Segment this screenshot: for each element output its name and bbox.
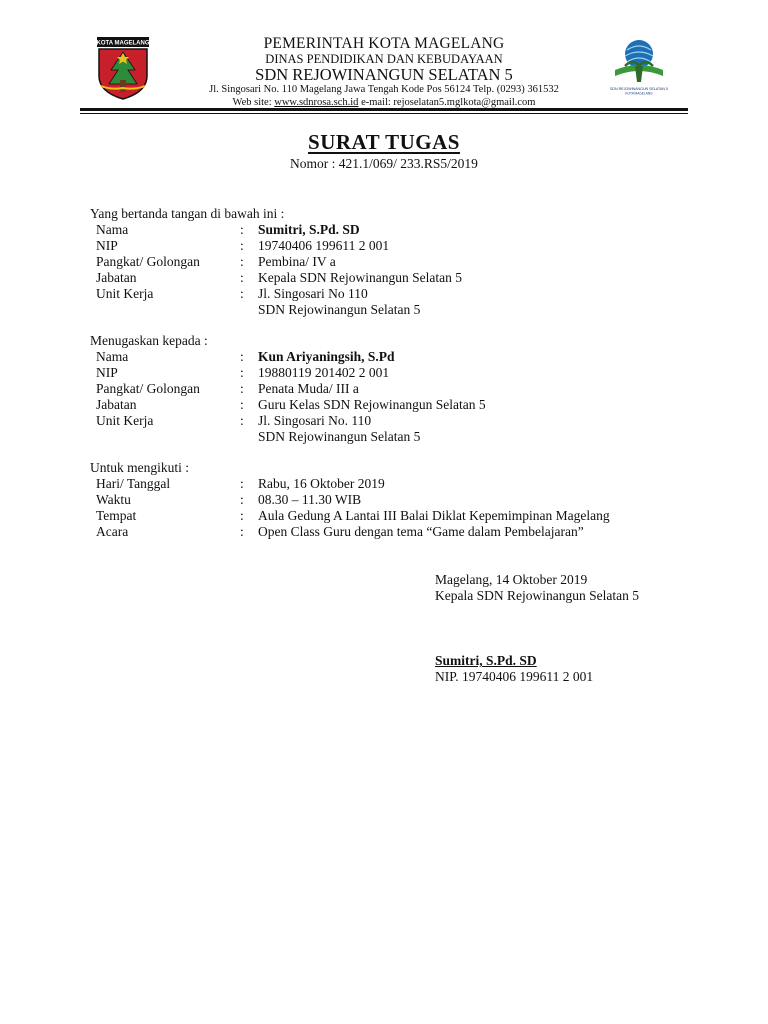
field-label: Unit Kerja — [96, 413, 154, 428]
svg-text:SDN REJOWINANGUN SELATAN 5: SDN REJOWINANGUN SELATAN 5 — [610, 87, 668, 91]
field-colon: : — [240, 524, 244, 539]
field-label: NIP — [96, 365, 118, 380]
signer-position: Kepala SDN Rejowinangun Selatan 5 — [258, 270, 462, 285]
signature-name: Sumitri, S.Pd. SD — [435, 653, 537, 668]
field-label: NIP — [96, 238, 118, 253]
signature-position: Kepala SDN Rejowinangun Selatan 5 — [435, 588, 639, 603]
field-label: Jabatan — [96, 270, 137, 285]
school-address: Jl. Singosari No. 110 Magelang Jawa Tengah Kode Pos 56124 Telp. (0293) 361532 — [209, 84, 559, 95]
school-emblem-icon — [605, 36, 673, 100]
field-label: Nama — [96, 222, 129, 237]
field-label: Jabatan — [96, 397, 137, 412]
field-colon: : — [240, 254, 244, 269]
section-intro-assignee: Menugaskan kepada : — [90, 333, 208, 348]
field-colon: : — [240, 238, 244, 253]
assignee-unit: Jl. Singosari No. 110 — [258, 413, 372, 428]
kota-magelang-crest-icon — [95, 36, 151, 100]
section-intro-signer: Yang bertanda tangan di bawah ini : — [90, 206, 285, 221]
event-agenda: Open Class Guru dengan tema “Game dalam Pembelajaran” — [258, 524, 584, 539]
document-number: Nomor : 421.1/069/ 233.RS5/2019 — [290, 156, 478, 171]
field-colon: : — [240, 349, 244, 364]
field-colon: : — [240, 222, 244, 237]
field-label: Pangkat/ Golongan — [96, 254, 200, 269]
web-label: Web site: — [232, 97, 275, 108]
letterhead-divider-thin — [80, 113, 688, 114]
field-label: Hari/ Tanggal — [96, 476, 171, 491]
field-colon: : — [240, 476, 244, 491]
svg-text:KOTA MAGELANG: KOTA MAGELANG — [625, 91, 653, 96]
field-label: Acara — [96, 524, 129, 539]
svg-text:KOTA MAGELANG: KOTA MAGELANG — [96, 40, 150, 47]
signer-unit-line2: SDN Rejowinangun Selatan 5 — [258, 302, 421, 317]
assignee-name: Kun Ariyaningsih, S.Pd — [258, 349, 395, 364]
letterhead-divider-thick — [80, 108, 688, 111]
website-link[interactable]: www.sdnrosa.sch.id — [274, 97, 359, 108]
field-colon: : — [240, 286, 244, 301]
field-colon: : — [240, 508, 244, 523]
event-date: Rabu, 16 Oktober 2019 — [258, 476, 385, 491]
field-colon: : — [240, 365, 244, 380]
section-intro-event: Untuk mengikuti : — [90, 460, 189, 475]
signer-name: Sumitri, S.Pd. SD — [258, 222, 360, 237]
event-venue: Aula Gedung A Lantai III Balai Diklat Kepemimpinan Magelang — [258, 508, 610, 523]
letterhead — [160, 36, 608, 110]
field-label: Waktu — [96, 492, 131, 507]
assignee-position: Guru Kelas SDN Rejowinangun Selatan 5 — [258, 397, 486, 412]
field-colon: : — [240, 270, 244, 285]
assignee-unit-line2: SDN Rejowinangun Selatan 5 — [258, 429, 421, 444]
field-colon: : — [240, 381, 244, 396]
field-label: Tempat — [96, 508, 137, 523]
field-label: Pangkat/ Golongan — [96, 381, 200, 396]
signer-unit: Jl. Singosari No 110 — [258, 286, 368, 301]
signature-place-date: Magelang, 14 Oktober 2019 — [435, 572, 588, 587]
email-text: e-mail: rejoselatan5.mglkota@gmail.com — [358, 97, 536, 108]
assignee-nip: 19880119 201402 2 001 — [258, 365, 390, 380]
field-colon: : — [240, 397, 244, 412]
assignee-rank: Penata Muda/ III a — [258, 381, 359, 396]
signer-nip: 19740406 199611 2 001 — [258, 238, 390, 253]
signature-nip: NIP. 19740406 199611 2 001 — [435, 669, 594, 684]
field-colon: : — [240, 413, 244, 428]
document-title: SURAT TUGAS — [308, 130, 460, 154]
government-name: PEMERINTAH KOTA MAGELANG — [263, 35, 505, 52]
agency-name: DINAS PENDIDIKAN DAN KEBUDAYAAN — [265, 52, 503, 66]
field-colon: : — [240, 492, 244, 507]
event-time: 08.30 – 11.30 WIB — [258, 492, 362, 507]
signer-rank: Pembina/ IV a — [258, 254, 336, 269]
school-name: SDN REJOWINANGUN SELATAN 5 — [255, 65, 513, 84]
field-label: Unit Kerja — [96, 286, 154, 301]
field-label: Nama — [96, 349, 129, 364]
